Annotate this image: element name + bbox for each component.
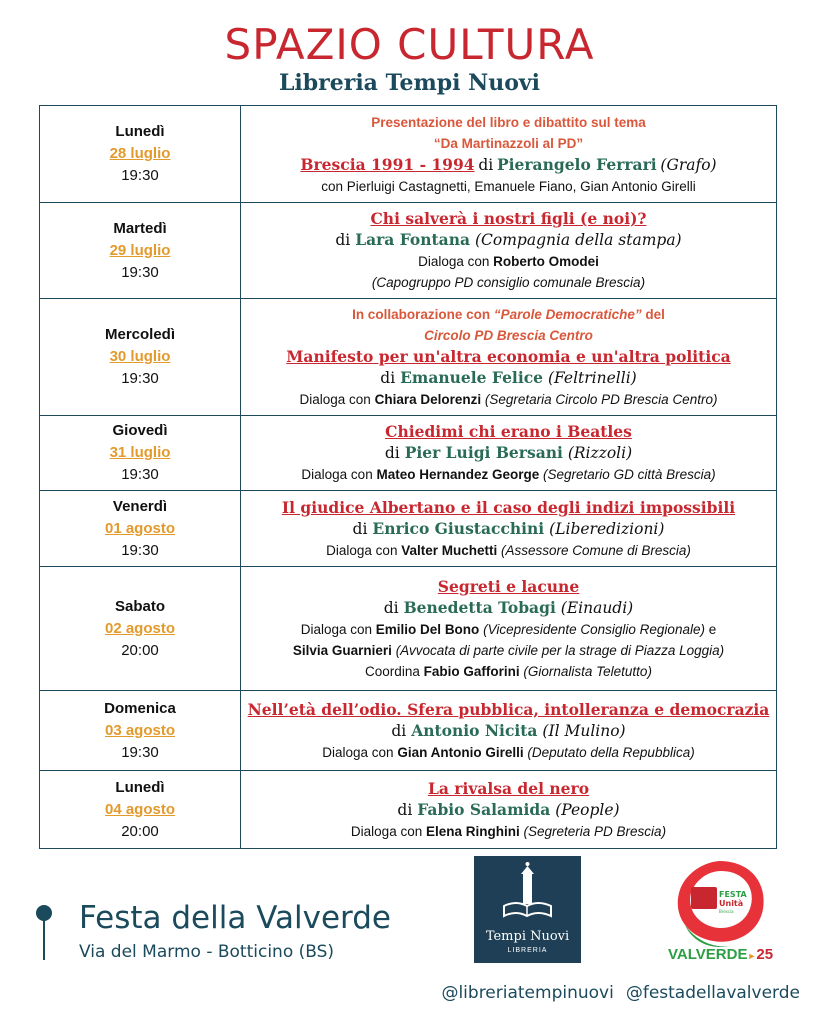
event-row — [40, 567, 777, 691]
guest-prefix: Coordina — [365, 663, 420, 679]
page-title: SPAZIO CULTURA — [224, 20, 595, 69]
valverde-logo-text: VALVERDE►25 — [668, 946, 774, 963]
guest-prefix: Dialoga con — [322, 744, 394, 760]
tempi-nuovi-logo — [474, 856, 581, 963]
book-title: Nell’età dell’odio. Sfera pubblica, intolleranza e democrazia — [247, 699, 770, 719]
guest-role: (Segretario GD città Brescia) — [543, 467, 716, 482]
event-details-cell — [241, 106, 777, 203]
book-by: di — [335, 231, 351, 249]
event-intro-line: “Da Martinazzoli al PD” — [433, 135, 584, 151]
event-row — [40, 203, 777, 299]
event-details-cell — [241, 416, 777, 491]
guest-line — [245, 251, 772, 272]
guest-name: Mateo Hernandez George — [376, 467, 540, 482]
book-title: Brescia 1991 - 1994 — [300, 154, 475, 174]
author-line — [245, 518, 772, 540]
book-by: di — [352, 519, 368, 538]
event-weekday: Giovedì — [112, 422, 168, 439]
event-day-cell — [40, 203, 241, 299]
event-day-cell — [40, 771, 241, 849]
author-line — [245, 229, 772, 251]
event-weekday: Mercoledì — [104, 326, 176, 343]
book-line — [245, 154, 772, 176]
book-title: Chiedimi chi erano i Beatles — [385, 422, 632, 441]
guest-name: Silvia Guarnieri — [292, 642, 392, 658]
event-day-cell — [40, 299, 241, 416]
book-title: Manifesto per un'altra economia e un'altra politica — [286, 347, 731, 366]
event-row — [40, 691, 777, 771]
guest-name: Chiara Delorenzi — [374, 392, 482, 407]
author-line — [245, 597, 772, 619]
event-day-cell — [40, 567, 241, 691]
guest-line — [245, 742, 772, 763]
page-subtitle: Libreria Tempi Nuovi — [278, 70, 541, 96]
guest-line — [245, 464, 772, 485]
event-time: 19:30 — [121, 370, 159, 387]
author-line — [245, 367, 772, 389]
guest-name: Fabio Gafforini — [423, 663, 520, 679]
event-details-cell — [241, 567, 777, 691]
logo-label: LIBRERIA — [507, 947, 548, 954]
book-by: di — [383, 598, 399, 617]
guest-prefix: Dialoga con — [299, 392, 371, 407]
guest-role: (Assessore Comune di Brescia) — [501, 542, 691, 558]
event-details-cell — [241, 771, 777, 849]
event-row — [40, 299, 777, 416]
author-line — [245, 442, 772, 464]
event-row — [40, 106, 777, 203]
event-day-cell — [40, 691, 241, 771]
book-author: Pier Luigi Bersani — [404, 443, 563, 462]
event-details-cell — [241, 691, 777, 771]
event-weekday: Venerdì — [112, 497, 168, 515]
event-details-cell — [241, 491, 777, 567]
social-handles — [441, 983, 800, 1003]
event-row — [40, 416, 777, 491]
event-time: 19:30 — [121, 466, 159, 483]
lighthouse-book-icon — [474, 856, 581, 928]
guest-line — [245, 389, 772, 410]
event-weekday: Sabato — [114, 597, 165, 615]
event-date: 29 luglio — [109, 241, 171, 259]
collab-text: In collaborazione con — [352, 307, 494, 322]
guest-role: (Avvocata di parte civile per la strage di Piazza Loggia) — [395, 642, 725, 658]
book-by: di — [391, 721, 407, 740]
collab-circle: Circolo PD Brescia Centro — [424, 328, 593, 343]
author-line — [245, 799, 772, 821]
event-time: 19:30 — [121, 541, 159, 559]
logo-name: Tempi Nuovi — [485, 929, 570, 944]
guest-line — [245, 661, 772, 682]
guest-role: (Giornalista Teletutto) — [523, 663, 652, 679]
event-time: 19:30 — [121, 263, 159, 281]
event-weekday: Lunedì — [115, 123, 165, 140]
event-details-cell — [241, 203, 777, 299]
guest-role: (Segretaria Circolo PD Brescia Centro) — [484, 392, 718, 407]
badge-unita: Unità — [719, 899, 744, 908]
event-row — [40, 491, 777, 567]
guest-suffix: e — [708, 621, 717, 637]
book-by: di — [478, 155, 494, 174]
event-time: 20:00 — [121, 641, 159, 659]
guest-prefix: Dialoga con — [350, 823, 423, 839]
book-author: Pierangelo Ferrari — [496, 154, 657, 174]
book-title: Segreti e lacune — [437, 576, 580, 596]
book-publisher: (Compagnia della stampa) — [474, 231, 682, 249]
guest-line — [245, 540, 772, 561]
book-author: Benedetta Tobagi — [403, 597, 556, 617]
event-venue-name: Festa della Valverde — [79, 900, 391, 936]
guest-name: Valter Muchetti — [401, 542, 498, 558]
book-author: Enrico Giustacchini — [372, 518, 545, 538]
guest-prefix: Dialoga con — [301, 467, 373, 482]
event-date: 01 agosto — [104, 519, 176, 537]
book-publisher: (Feltrinelli) — [547, 369, 637, 387]
guest-role: (Deputato della Repubblica) — [527, 744, 695, 760]
event-collab-line — [245, 304, 772, 325]
event-date: 30 luglio — [109, 348, 171, 365]
schedule-table — [39, 105, 777, 849]
event-intro-line: Presentazione del libro e dibattito sul tema — [371, 114, 646, 130]
book-title: Chi salverà i nostri figli (e noi)? — [370, 209, 647, 228]
book-author: Antonio Nicita — [411, 720, 538, 740]
event-date: 03 agosto — [104, 721, 176, 739]
location-pin-icon — [36, 904, 52, 962]
book-publisher: (Il Mulino) — [542, 721, 626, 740]
social-handle-festa[interactable]: @festadellavalverde — [625, 983, 800, 1003]
book-publisher: (Grafo) — [660, 155, 717, 174]
book-publisher: (Einaudi) — [560, 598, 634, 617]
guest-role: (Vicepresidente Consiglio Regionale) — [483, 621, 705, 637]
guest-prefix: Dialoga con — [418, 254, 490, 269]
valverde-name: VALVERDE — [668, 946, 748, 963]
guest-name: Elena Ringhini — [425, 823, 520, 839]
book-author: Fabio Salamida — [417, 799, 551, 819]
guest-text: con Pierluigi Castagnetti, Emanuele Fiano, Gian Antonio Girelli — [321, 178, 696, 194]
guest-role: (Capogruppo PD consiglio comunale Brescia) — [371, 275, 646, 290]
event-date: 28 luglio — [109, 145, 171, 162]
guest-role: (Segreteria PD Brescia) — [523, 823, 667, 839]
book-title: La rivalsa del nero — [427, 778, 590, 798]
event-weekday: Domenica — [104, 699, 176, 717]
event-day-cell — [40, 491, 241, 567]
event-time: 19:30 — [121, 167, 159, 184]
event-row — [40, 771, 777, 849]
collab-text: del — [641, 307, 665, 322]
guest-line — [245, 272, 772, 293]
event-day-cell — [40, 106, 241, 203]
guest-prefix: Dialoga con — [300, 621, 373, 637]
badge-festa: FESTA — [719, 890, 747, 899]
event-details-cell — [241, 299, 777, 416]
event-date: 02 agosto — [104, 619, 176, 637]
valverde-year: 25 — [756, 946, 774, 963]
event-time: 20:00 — [121, 822, 159, 840]
social-handle-libreria[interactable]: @libreriatempinuovi — [441, 983, 614, 1003]
guest-name: Roberto Omodei — [493, 254, 599, 269]
guest-line — [245, 619, 772, 640]
collab-partner: “Parole Democratiche” — [493, 307, 642, 322]
guest-prefix: Dialoga con — [326, 542, 398, 558]
book-author: Emanuele Felice — [400, 368, 544, 387]
book-by: di — [397, 800, 413, 819]
book-publisher: (People) — [555, 800, 620, 819]
author-line — [245, 720, 772, 742]
book-by: di — [380, 369, 396, 387]
guest-line — [245, 640, 772, 661]
event-date: 31 luglio — [109, 444, 171, 461]
event-date: 04 agosto — [104, 800, 176, 818]
event-time: 19:30 — [121, 743, 159, 761]
guest-name: Gian Antonio Girelli — [397, 744, 524, 760]
guest-line — [245, 821, 772, 842]
book-title: Il giudice Albertano e il caso degli indizi impossibili — [281, 497, 736, 517]
guest-line — [245, 176, 772, 197]
event-weekday: Lunedì — [115, 778, 165, 796]
guest-name: Emilio Del Bono — [375, 621, 480, 637]
book-by: di — [384, 444, 400, 462]
event-day-cell — [40, 416, 241, 491]
badge-brescia: Brescia — [719, 909, 734, 914]
book-publisher: (Rizzoli) — [567, 444, 633, 462]
event-weekday: Martedì — [113, 219, 167, 237]
event-venue-address: Via del Marmo - Botticino (BS) — [79, 942, 335, 962]
book-publisher: (Liberedizioni) — [549, 519, 665, 538]
book-author: Lara Fontana — [355, 230, 471, 249]
